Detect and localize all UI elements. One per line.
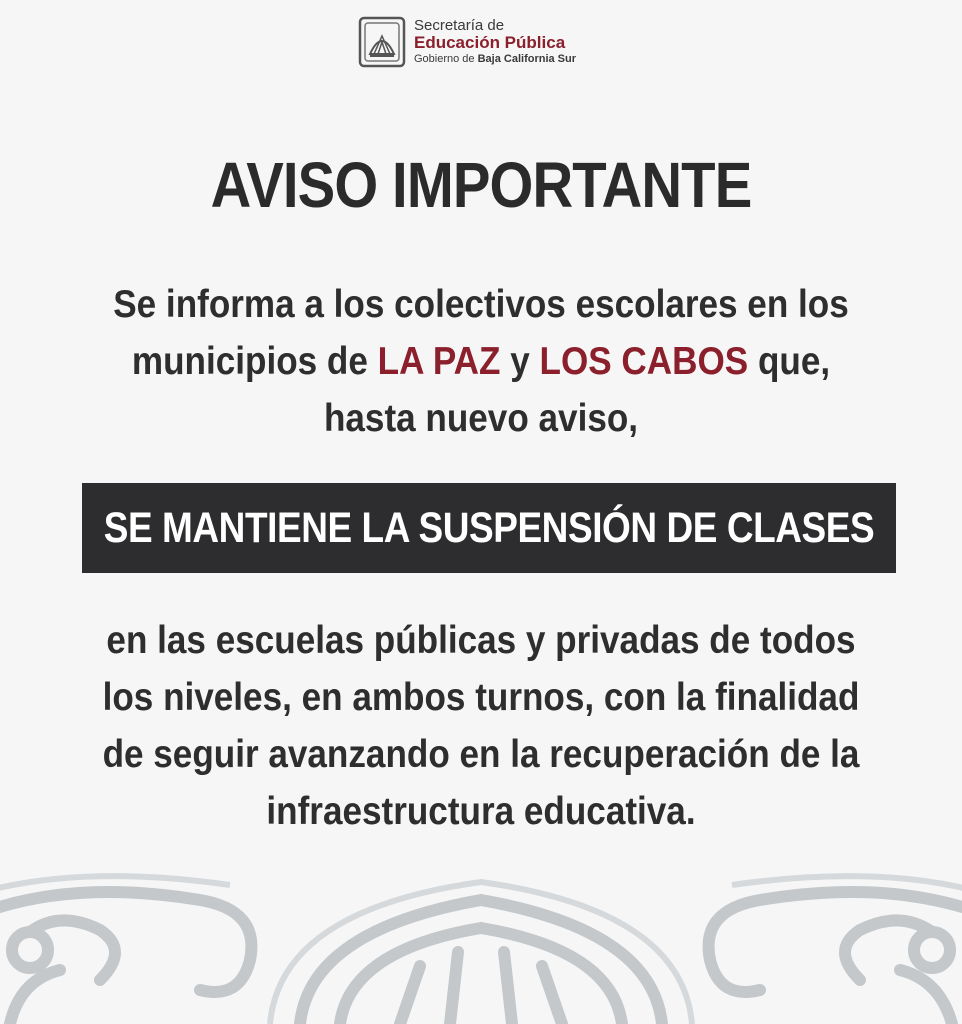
state-crest-icon <box>358 16 406 68</box>
header-logo <box>358 16 576 68</box>
closing-paragraph <box>48 612 914 840</box>
city-los-cabos: LOS CABOS <box>539 340 749 383</box>
intro-line-1: Se informa a los colectivos escolares en los <box>113 283 849 326</box>
suspension-banner-text: SE MANTIENE LA SUSPENSIÓN DE CLASES <box>103 503 875 552</box>
suspension-banner <box>82 483 896 573</box>
header-line-educacion: Educación Pública <box>414 33 566 53</box>
intro-paragraph <box>48 276 914 447</box>
closing-line-4: infraestructura educativa. <box>266 790 696 833</box>
decorative-ornament <box>0 870 962 1024</box>
closing-line-1: en las escuelas públicas y privadas de todos <box>106 619 856 662</box>
intro-line-3: hasta nuevo aviso, <box>323 397 639 440</box>
city-la-paz: LA PAZ <box>377 340 501 383</box>
header-line-secretaria: Secretaría de <box>414 17 505 35</box>
intro-line-2: municipios de LA PAZ y LOS CABOS que, <box>131 340 831 383</box>
header-line-gobierno: Gobierno de Baja California Sur <box>414 53 577 66</box>
notice-title: AVISO IMPORTANTE <box>210 149 752 221</box>
closing-line-3: de seguir avanzando en la recuperación de la <box>102 733 860 776</box>
closing-line-2: los niveles, en ambos turnos, con la finalidad <box>102 676 860 719</box>
